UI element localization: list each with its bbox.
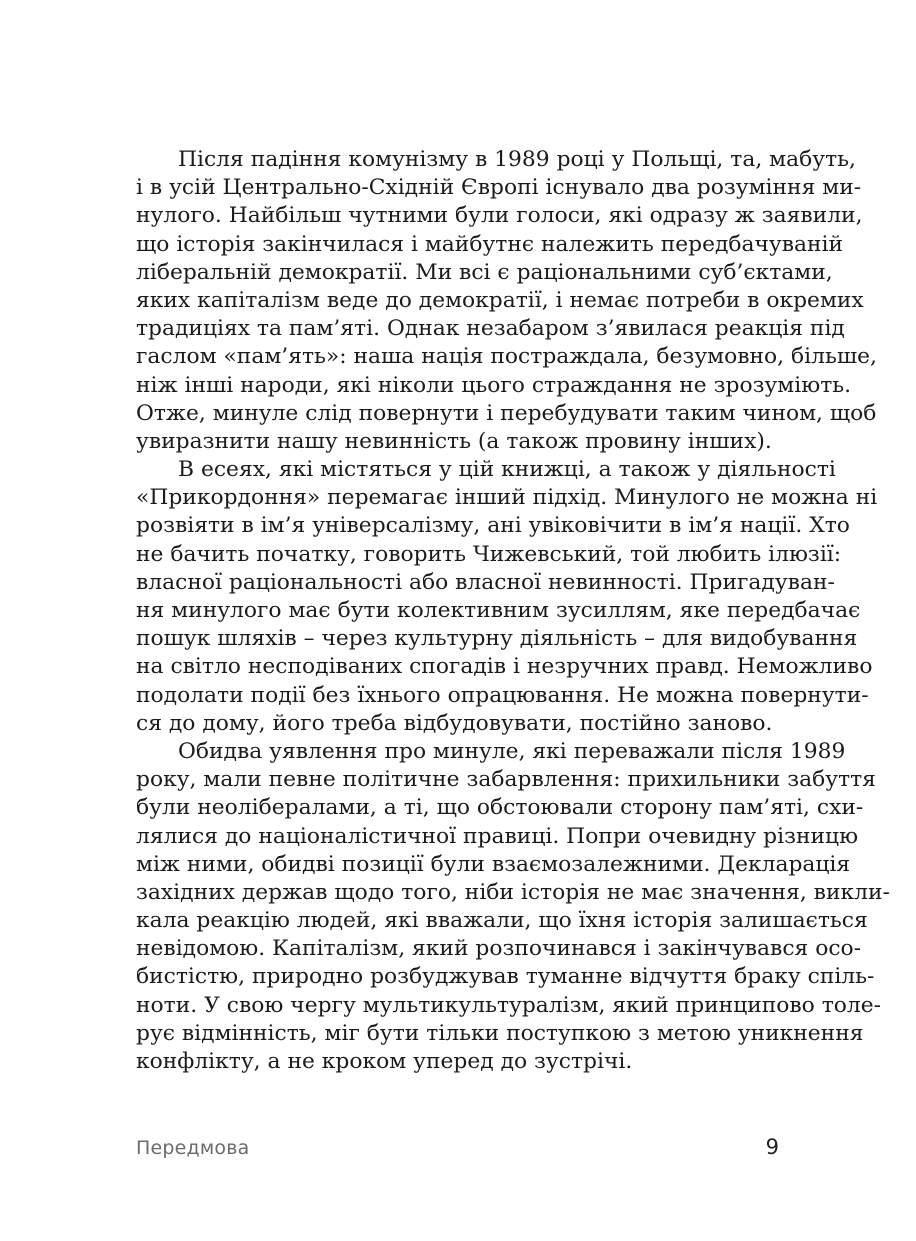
page-number: 9	[765, 1135, 779, 1159]
text-line: західних держав щодо того, ніби історія не має значення, викли-	[136, 879, 890, 905]
text-line: гаслом «пам’ять»: наша нація постраждала, безумовно, більше,	[136, 344, 877, 370]
text-line: були неолібералами, а ті, що обстоювали сторону пам’яті, схи-	[136, 795, 864, 821]
body-text	[136, 146, 890, 1076]
text-line: Після падіння комунізму в 1989 році у Польщі, та, мабуть,	[178, 147, 856, 172]
text-line: не бачить початку, говорить Чижевський, той любить ілюзії:	[136, 541, 842, 567]
paragraph-3	[136, 738, 890, 1076]
text-line: пошук шляхів – через культурну діяльність – для видобування	[136, 626, 858, 652]
text-line: ніж інші народи, які ніколи цього страждання не зрозуміють.	[136, 372, 852, 398]
text-line: В есеях, які містяться у цій книжці, а також у діяльності	[178, 457, 836, 483]
text-line: власної раціональності або власної невинності. Пригадуван-	[136, 569, 835, 595]
text-line: року, мали певне політичне забарвлення: прихильники забуття	[136, 767, 876, 793]
text-line: подолати події без їхнього опрацювання. Не можна повернути-	[136, 682, 869, 708]
text-line: лялися до націоналістичної правиці. Попри очевидну різницю	[136, 823, 859, 849]
text-line: ня минулого має бути колективним зусиллям, яке передбачає	[136, 598, 861, 623]
text-line: нулого. Найбільш чутними були голоси, які одразу ж заявили,	[136, 203, 863, 229]
text-line: кала реакцію людей, які вважали, що їхня історія залишається	[136, 908, 868, 934]
text-line: що історія закінчилася і майбутнє належить передбачуваній	[136, 231, 844, 257]
text-line: і в усій Центрально-Східній Європі існувало два розуміння ми-	[136, 175, 862, 201]
text-line: між ними, обидві позиції були взаємозалежними. Декларація	[136, 851, 851, 877]
text-line: «Прикордоння» перемагає інший підхід. Минулого не можна ні	[136, 485, 878, 511]
text-line: увиразнити нашу невинність (а також провину інших).	[136, 428, 772, 454]
text-line: яких капіталізм веде до демократії, і немає потреби в окремих	[136, 287, 864, 313]
text-line: ноти. У свою чергу мультикультуралізм, який принципово толе-	[136, 992, 882, 1018]
running-footer-section-title: Передмова	[136, 1137, 250, 1159]
text-line: невідомою. Капіталізм, який розпочинався і закінчувався осо-	[136, 936, 862, 962]
paragraph-1	[136, 146, 877, 456]
text-line: на світло несподіваних спогадів і незручних правд. Неможливо	[136, 654, 873, 680]
text-line: Отже, минуле слід повернути і перебудувати таким чином, щоб	[136, 400, 877, 426]
text-line: ся до дому, його треба відбудовувати, постійно заново.	[136, 710, 773, 736]
paragraph-2	[136, 456, 878, 738]
text-line: ліберальній демократії. Ми всі є раціональними суб’єктами,	[136, 259, 833, 285]
text-line: конфлікту, а не кроком уперед до зустрічі.	[136, 1049, 633, 1074]
text-line: розвіяти в ім’я універсалізму, ані увіковічити в ім’я нації. Хто	[136, 513, 850, 539]
text-line: рує відмінність, міг бути тільки поступкою з метою уникнення	[136, 1020, 864, 1046]
text-line: Обидва уявлення про минуле, які переважали після 1989	[178, 738, 846, 764]
text-line: традиціях та пам’яті. Однак незабаром з’явилася реакція під	[136, 316, 845, 342]
text-line: бистістю, природно розбуджував туманне відчуття браку спіль-	[136, 964, 875, 990]
